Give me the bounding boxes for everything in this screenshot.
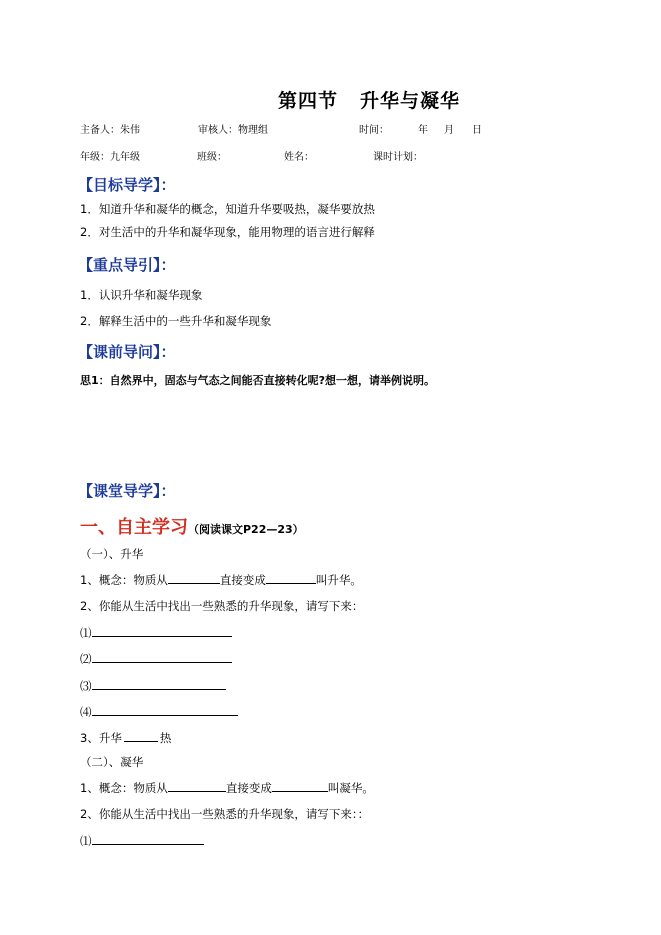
focus-item: 2．解释生活中的一些升华和凝华现象 (80, 314, 272, 328)
blank-field[interactable] (168, 779, 226, 792)
subsection-deposition: （二）、凝华 (80, 755, 144, 769)
preview-question: 思1：自然界中，固态与气态之间能否直接转化呢?想一想，请举例说明。 (80, 374, 436, 387)
title-topic: 升华与凝华 (360, 90, 461, 112)
answer-line (80, 832, 204, 849)
goal-item: 1．知道升华和凝华的概念，知道升华要吸热，凝华要放热 (80, 202, 375, 216)
section-note: （阅读课文P22—23） (188, 523, 304, 536)
year-label: 年 (418, 125, 428, 136)
concept-text: 直接变成 (219, 573, 266, 587)
heat-text: 3、升华 (80, 731, 122, 745)
title-section-number: 第四节 (278, 90, 339, 112)
preparer-label: 主备人：朱伟 (80, 125, 140, 136)
section-self-study (80, 513, 304, 539)
subsection-sublimation: （一）、升华 (80, 547, 144, 561)
heat-text: 热 (159, 731, 172, 745)
answer-line (80, 677, 226, 694)
plan-label: 课时计划： (373, 152, 423, 163)
blank-field[interactable] (168, 571, 220, 584)
deposition-concept (80, 779, 374, 796)
sublimation-concept (80, 571, 362, 588)
focus-item: 1．认识升华和凝华现象 (80, 288, 203, 302)
section-title: 一、自主学习 (80, 517, 188, 538)
answer-line (80, 650, 232, 667)
item-number: ⑵ (80, 652, 92, 666)
name-label: 姓名： (284, 152, 314, 163)
concept-text: 叫升华。 (315, 573, 362, 587)
reviewer-label: 审核人：物理组 (198, 125, 268, 136)
blank-field[interactable] (272, 779, 328, 792)
concept-text: 1、概念：物质从 (80, 781, 168, 795)
month-label: 月 (444, 125, 454, 136)
goals-heading: 【目标导学】： (78, 176, 176, 194)
goal-item: 2．对生活中的升华和凝华现象，能用物理的语言进行解释 (80, 225, 375, 239)
focus-heading: 【重点导引】： (78, 256, 176, 274)
time-label: 时间： (359, 125, 389, 136)
blank-field[interactable] (92, 832, 204, 845)
sublimation-heat (80, 729, 171, 746)
blank-field[interactable] (92, 703, 238, 716)
item-number: ⑷ (80, 705, 92, 719)
answer-line (80, 624, 232, 641)
blank-field[interactable] (266, 571, 316, 584)
blank-field[interactable] (92, 624, 232, 637)
classroom-heading: 【课堂导学】： (78, 482, 176, 500)
deposition-question: 2、你能从生活中找出一些熟悉的升华现象，请写下来：： (80, 807, 370, 821)
concept-text: 1、概念：物质从 (80, 573, 168, 587)
day-label: 日 (472, 125, 482, 136)
concept-text: 直接变成 (225, 781, 272, 795)
item-number: ⑴ (80, 834, 92, 848)
class-label: 班级： (197, 152, 227, 163)
grade-label: 年级：九年级 (80, 152, 140, 163)
sublimation-question: 2、你能从生活中找出一些熟悉的升华现象，请写下来： (80, 599, 364, 613)
answer-line (80, 703, 238, 720)
item-number: ⑶ (80, 679, 92, 693)
blank-field[interactable] (92, 650, 232, 663)
concept-text: 叫凝华。 (327, 781, 374, 795)
page-title (278, 86, 460, 113)
preview-heading: 【课前导问】： (78, 343, 176, 361)
blank-field[interactable] (124, 729, 158, 742)
blank-field[interactable] (92, 677, 226, 690)
item-number: ⑴ (80, 626, 92, 640)
